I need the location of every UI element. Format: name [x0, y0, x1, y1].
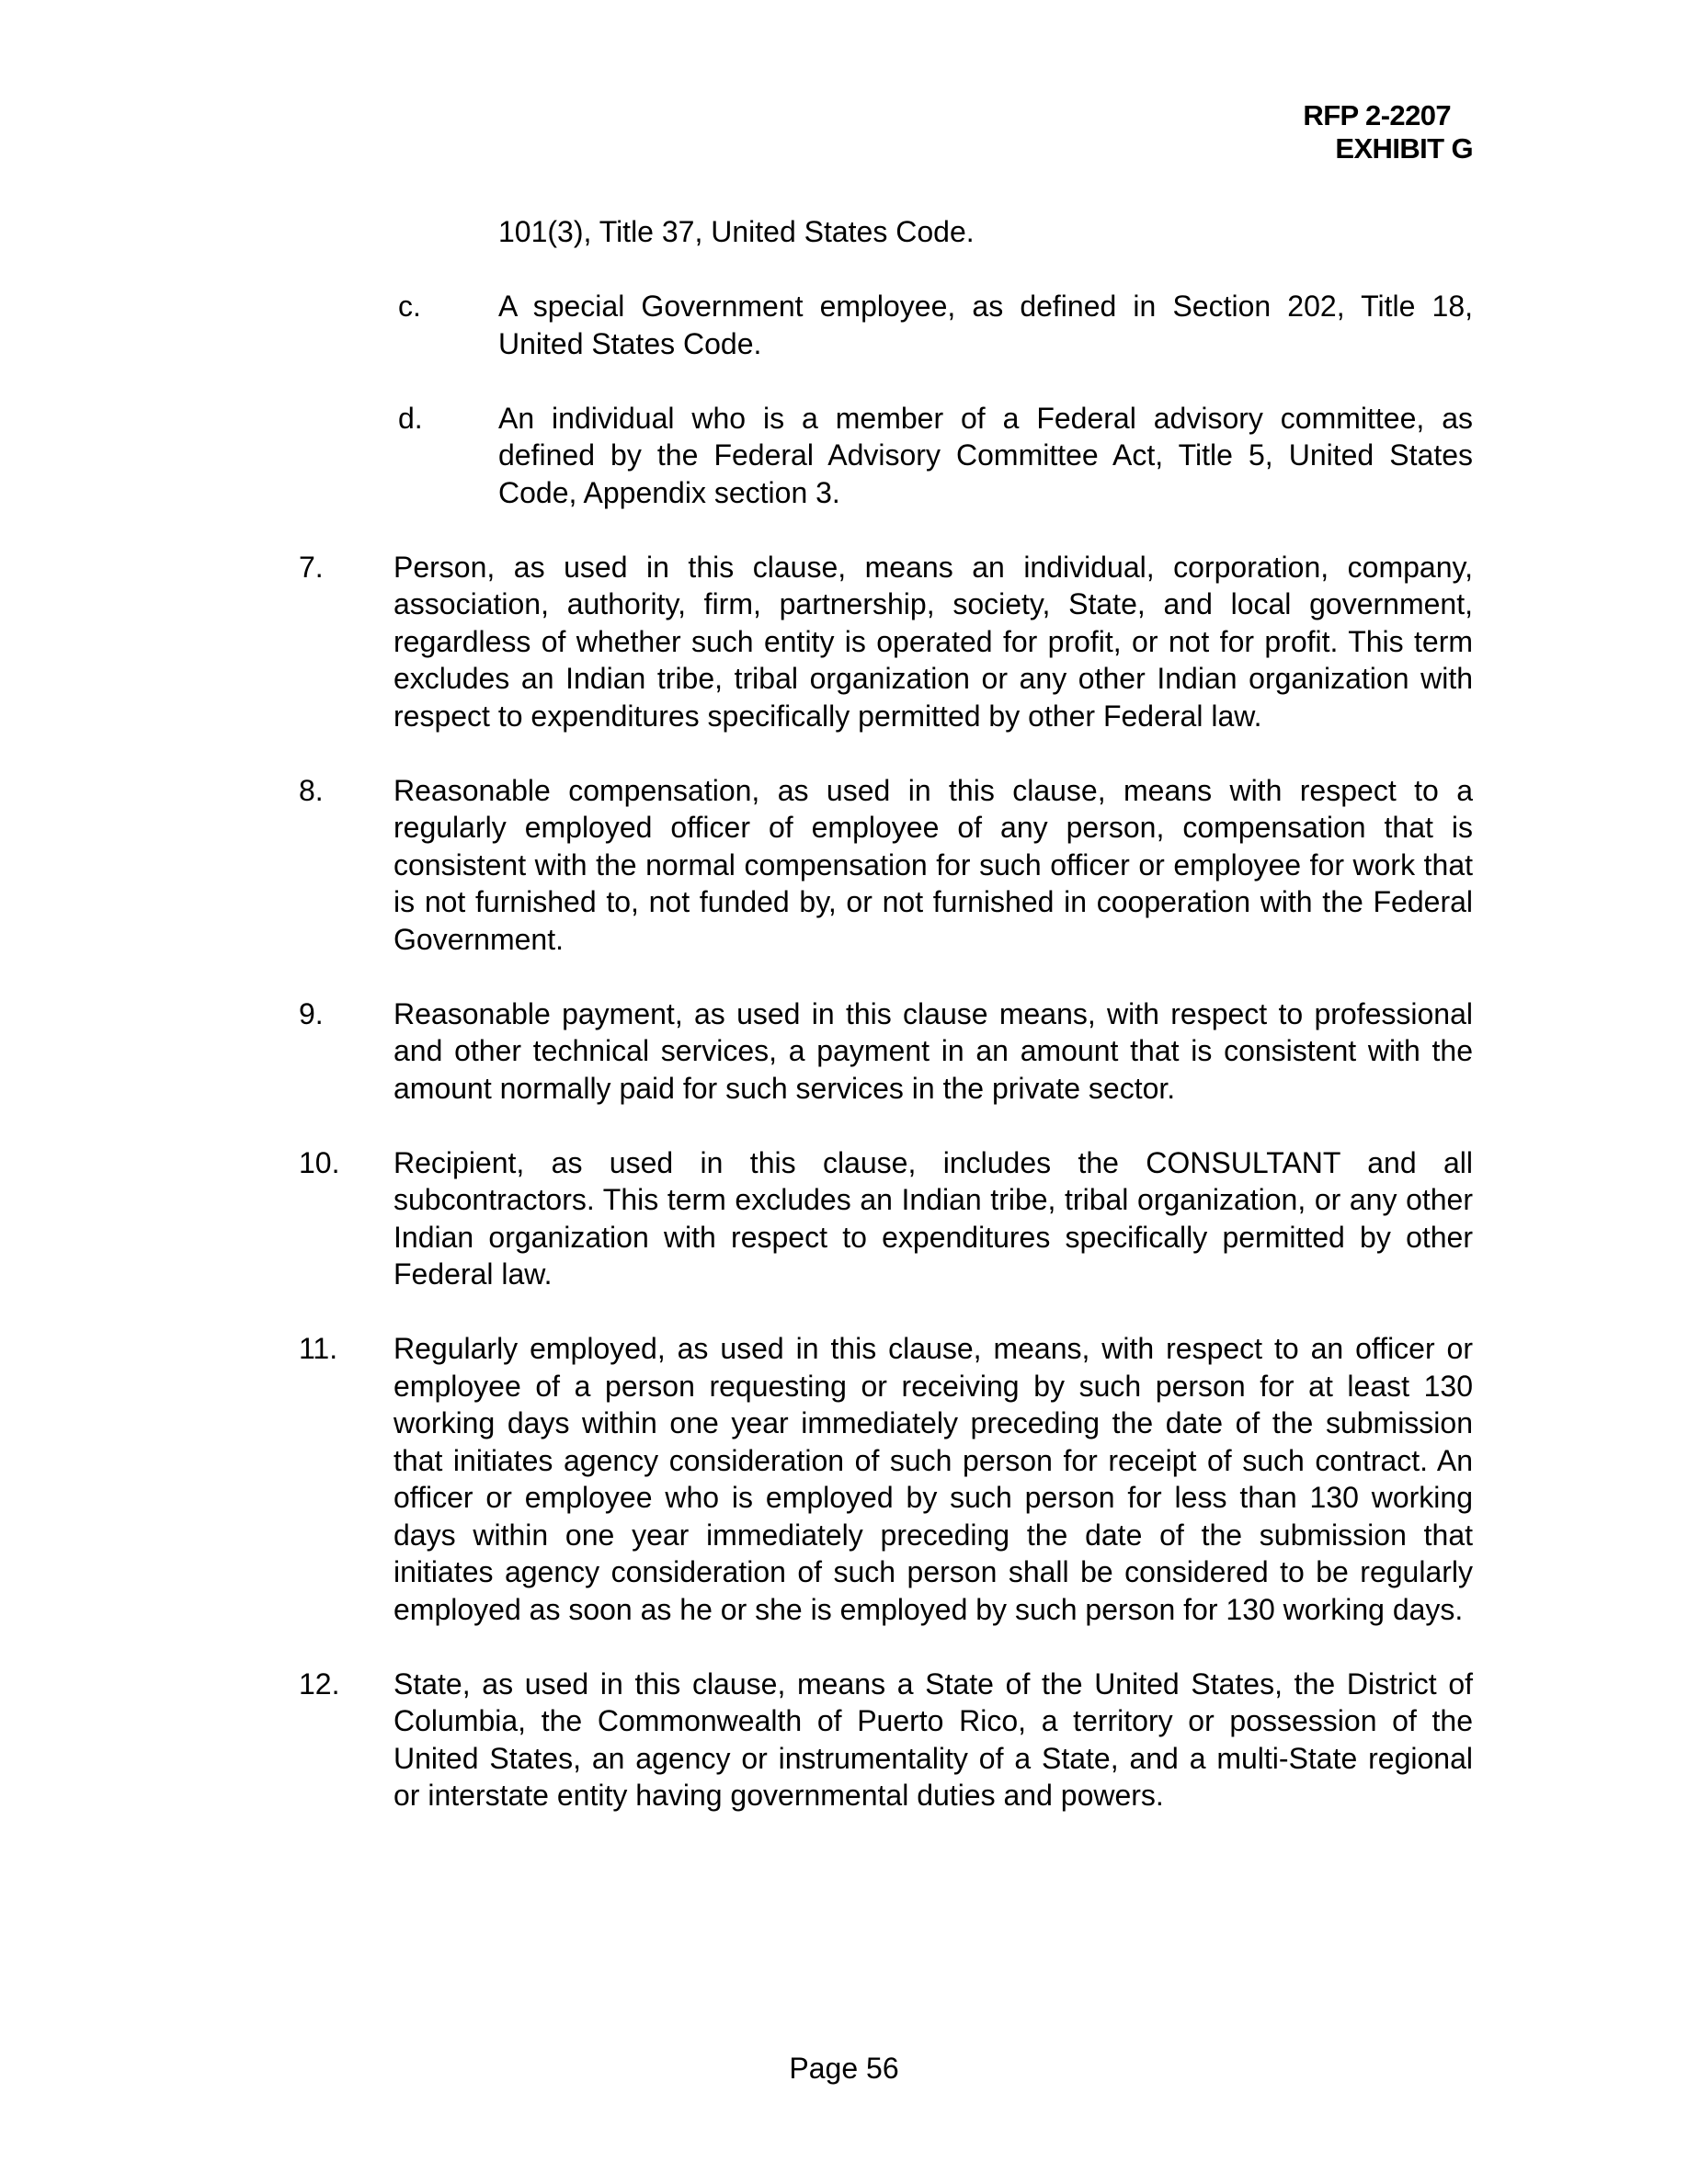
sub-item-label: d. [398, 401, 423, 435]
item-text: Reasonable compensation, as used in this clause, means with respect to a regularly employed officer of employee of any person, compensation that is consistent with the normal compensation for such officer or employee for work that is not furnished to, not funded by, or not furnished in cooperation with the Federal Government. [393, 773, 1473, 956]
item-11-regularly-employed [0, 1330, 1688, 1628]
item-number: 10. [299, 1145, 340, 1179]
item-12-state [0, 1666, 1688, 1814]
item-number: 7. [299, 550, 324, 584]
item-9-reasonable-payment [0, 995, 1688, 1108]
exhibit-label: EXHIBIT G [1335, 132, 1473, 165]
item-text: Regularly employed, as used in this clause, means, with respect to an officer or employee of a person requesting or receiving by such person for at least 130 working days within one year immediately preceding the date of the submission that initiates agency consideration of such person for receipt of such contract. An officer or employee who is employed by such person for less than 130 working days within one year immediately preceding the date of the submission that initiates agency consideration of such person shall be considered to be regularly employed as soon as he or she is employed by such person for 130 working days. [393, 1332, 1473, 1626]
sub-item-text: An individual who is a member of a Federal advisory committee, as defined by the Federal Advisory Committee Act, Title 5, United States Code, Appendix section 3. [498, 401, 1473, 509]
item-number: 8. [299, 773, 324, 807]
item-number: 12. [299, 1666, 340, 1701]
rfp-number: RFP 2-2207 [1303, 99, 1451, 131]
sub-item-text: A special Government employee, as defined in Section 202, Title 18, United States Code. [498, 290, 1473, 360]
sub-item-d [0, 400, 1688, 512]
item-10-recipient [0, 1144, 1688, 1293]
item-text: Person, as used in this clause, means an individual, corporation, company, association, authority, firm, partnership, society, State, and local government, regardless of whether such entity is operated for profit, or not for profit. This term excludes an Indian tribe, tribal organization or any other Indian organization with respect to expenditures specifically permitted by other Federal law. [393, 550, 1473, 733]
item-text: State, as used in this clause, means a State of the United States, the District of Columbia, the Commonwealth of Puerto Rico, a territory or possession of the United States, an agency or instrumentality of a State, and a multi-State regional or interstate entity having governmental duties and powers. [393, 1666, 1473, 1812]
item-number: 11. [299, 1332, 338, 1365]
item-text: Recipient, as used in this clause, includes the CONSULTANT and all subcontractors. This term excludes an Indian tribe, tribal organization, or any other Indian organization with respect to expenditures specifically permitted by other Federal law. [393, 1145, 1473, 1291]
item-7-person [0, 549, 1688, 735]
item-text: Reasonable payment, as used in this clause means, with respect to professional and other technical services, a payment in an amount that is consistent with the amount normally paid for such services in the private sector. [393, 996, 1473, 1105]
sub-item-label: c. [398, 290, 421, 323]
paragraph-text: 101(3), Title 37, United States Code. [498, 215, 975, 248]
document-body [0, 213, 1688, 1851]
item-number: 9. [299, 996, 324, 1030]
document-header [1303, 99, 1473, 165]
continuation-paragraph [0, 213, 1688, 251]
item-8-reasonable-compensation [0, 772, 1688, 959]
sub-item-c [0, 288, 1688, 362]
page-number: Page 56 [789, 2052, 899, 2085]
